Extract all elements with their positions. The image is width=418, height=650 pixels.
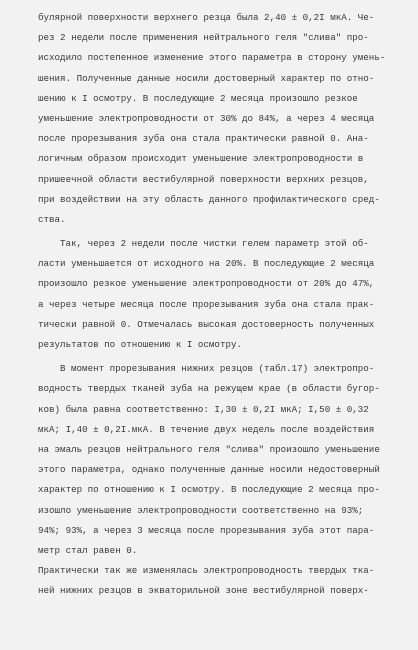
text-line: произошло резкое уменьшение электропроводности от 20% до 47%,: [38, 278, 375, 290]
text-line: характер по отношению к I осмотру. В последующие 2 месяца про-: [38, 484, 380, 496]
text-line: метр стал равен 0.: [38, 544, 138, 556]
text-line: ласти уменьшается от исходного на 20%. В последующие 2 месяца: [38, 258, 375, 270]
text-line: изошло уменьшение электропроводности соответственно на 93%;: [38, 504, 364, 516]
paragraph-first-line: В момент прорезывания нижних резцов (табл.17) электропро-: [60, 363, 375, 375]
text-line: логичным образом происходит уменьшение электропроводности в: [38, 153, 364, 165]
text-line: этого параметра, однако полученные данные носили недостоверный: [38, 464, 380, 476]
text-line: результатов по отношению к I осмотру.: [38, 339, 242, 350]
text-line: 94%; 93%, а через 3 месяца после прорезывания зуба этот пара-: [38, 524, 375, 536]
text-line: ков) была равна соответственно: I,30 ± 0,2I мкА; I,50 ± 0,32: [38, 403, 369, 415]
text-line: исходило постепенное изменение этого параметра в сторону умень-: [38, 52, 386, 64]
text-line: ней нижних резцов в экваторильной зоне вестибулярной поверх-: [38, 585, 369, 597]
text-line: ства.: [38, 213, 66, 225]
text-line: булярной поверхности верхнего резца была 2,40 ± 0,2I мкА. Че-: [38, 12, 375, 23]
text-line: после прорезывания зуба она стала практически равной 0. Ана-: [38, 133, 369, 145]
text-line: шения. Полученные данные носили достоверный характер по отно-: [38, 72, 375, 84]
text-line: на эмаль резцов нейтрального геля "слива" произошло уменьшение: [38, 443, 380, 455]
text-line: пришеечной области вестибулярной поверхности верхних резцов,: [38, 173, 369, 185]
text-line: уменьшение электропроводности от 30% до 84%, а через 4 месяца: [38, 112, 375, 124]
paragraph-first-line: Так, через 2 недели после чистки гелем параметр этой об-: [60, 238, 369, 250]
text-line: тически равной 0. Отмечалась высокая достоверность полученных: [38, 318, 375, 330]
text-line: водность твердых тканей зуба на режущем крае (в области бугор-: [38, 383, 380, 395]
text-line: а через четыре месяца после прорезывания зуба она стала прак-: [38, 298, 375, 310]
text-line: шению к I осмотру. В последующие 2 месяца произошло резкое: [38, 92, 358, 104]
text-line: мкА; I,40 ± 0,2I.мкА. В течение двух недель после воздействия: [38, 423, 375, 435]
paragraph-first-line: Практически так же изменялась электропроводность твердых тка-: [38, 565, 375, 577]
text-line: при воздействии на эту область данного профилактического сред-: [38, 193, 380, 205]
text-line: рез 2 недели после применения нейтрального геля "слива" про-: [38, 32, 369, 44]
document-body: [38, 8, 400, 601]
